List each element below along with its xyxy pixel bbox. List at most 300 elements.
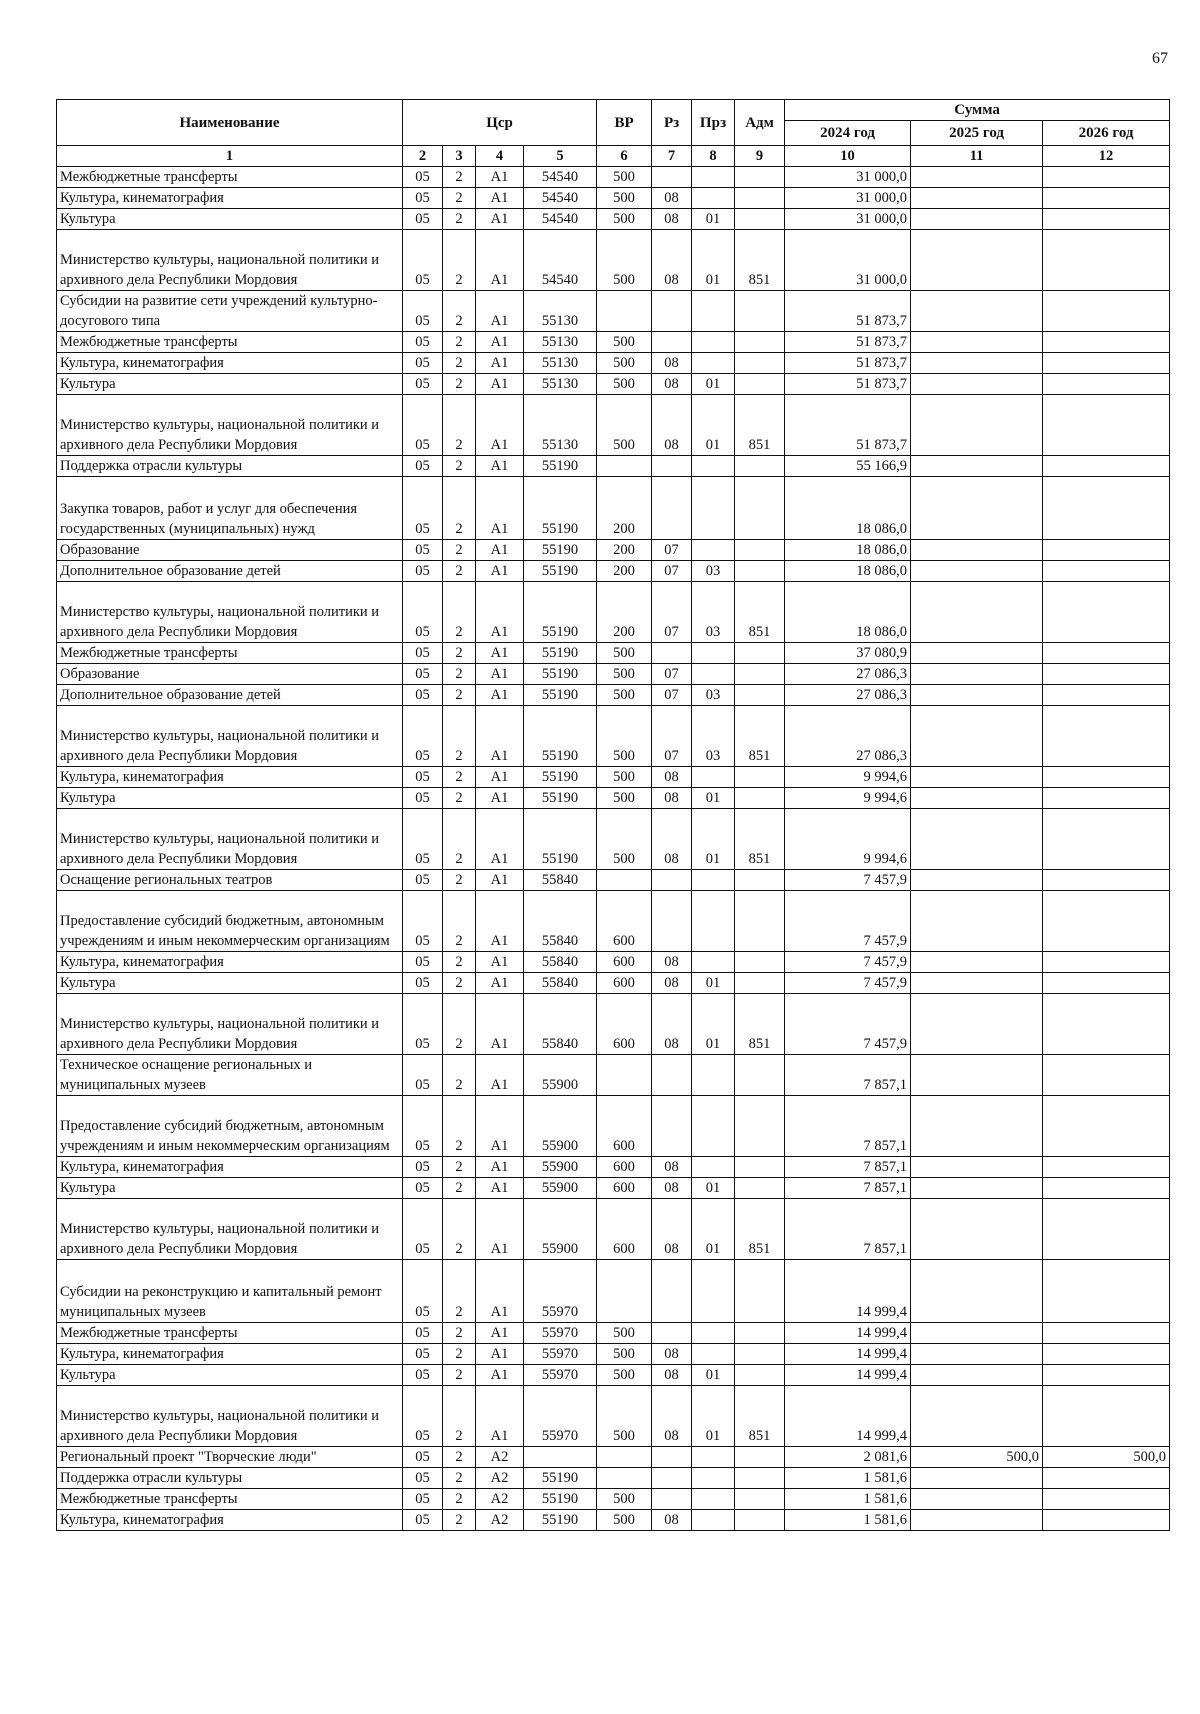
adm-code	[735, 1055, 785, 1096]
table-row	[57, 477, 1170, 540]
amount-2026	[1043, 1510, 1170, 1531]
csr-part-1: 05	[403, 643, 443, 664]
vr-code: 600	[597, 973, 652, 994]
csr-part-1: 05	[403, 1096, 443, 1157]
vr-code: 200	[597, 477, 652, 540]
csr-part-4: 55190	[524, 582, 597, 643]
amount-2026	[1043, 1386, 1170, 1447]
amount-2024: 14 999,4	[785, 1344, 911, 1365]
amount-2025	[911, 561, 1043, 582]
csr-part-1: 05	[403, 1178, 443, 1199]
vr-code: 500	[597, 809, 652, 870]
amount-2025	[911, 706, 1043, 767]
amount-2025	[911, 188, 1043, 209]
csr-part-4: 55190	[524, 685, 597, 706]
csr-part-4: 55190	[524, 1468, 597, 1489]
amount-2025	[911, 456, 1043, 477]
amount-2026	[1043, 809, 1170, 870]
adm-code: 851	[735, 1199, 785, 1260]
table-row	[57, 1344, 1170, 1365]
amount-2025	[911, 332, 1043, 353]
amount-2024: 27 086,3	[785, 706, 911, 767]
csr-part-3: А1	[476, 374, 524, 395]
amount-2024: 18 086,0	[785, 477, 911, 540]
header-sum: Сумма	[785, 100, 1170, 121]
csr-part-4: 55840	[524, 870, 597, 891]
rz-code	[652, 456, 692, 477]
amount-2025	[911, 1096, 1043, 1157]
table-body	[57, 167, 1170, 1531]
amount-2026	[1043, 685, 1170, 706]
rz-code	[652, 1468, 692, 1489]
csr-part-1: 05	[403, 870, 443, 891]
header-2024: 2024 год	[785, 121, 911, 146]
amount-2024: 14 999,4	[785, 1323, 911, 1344]
csr-part-2: 2	[443, 209, 476, 230]
csr-part-3: А1	[476, 167, 524, 188]
amount-2025	[911, 1468, 1043, 1489]
vr-code: 200	[597, 582, 652, 643]
csr-part-3: А1	[476, 788, 524, 809]
vr-code: 600	[597, 952, 652, 973]
adm-code	[735, 188, 785, 209]
csr-part-2: 2	[443, 685, 476, 706]
csr-part-4: 54540	[524, 167, 597, 188]
csr-part-1: 05	[403, 332, 443, 353]
csr-part-4: 55900	[524, 1178, 597, 1199]
csr-part-2: 2	[443, 788, 476, 809]
prz-code: 01	[692, 1386, 735, 1447]
row-name: Субсидии на развитие сети учреждений культурно-досугового типа	[57, 291, 403, 332]
vr-code	[597, 291, 652, 332]
csr-part-2: 2	[443, 1386, 476, 1447]
row-name: Министерство культуры, национальной политики и архивного дела Республики Мордовия	[57, 994, 403, 1055]
amount-2025	[911, 870, 1043, 891]
table-row	[57, 209, 1170, 230]
csr-part-3: А1	[476, 540, 524, 561]
amount-2024: 51 873,7	[785, 353, 911, 374]
rz-code	[652, 167, 692, 188]
csr-part-1: 05	[403, 477, 443, 540]
adm-code	[735, 167, 785, 188]
row-name: Закупка товаров, работ и услуг для обеспечения государственных (муниципальных) нужд	[57, 477, 403, 540]
csr-part-1: 05	[403, 561, 443, 582]
csr-part-3: А1	[476, 685, 524, 706]
vr-code: 500	[597, 1365, 652, 1386]
column-number: 3	[443, 146, 476, 167]
row-name: Межбюджетные трансферты	[57, 643, 403, 664]
rz-code: 07	[652, 664, 692, 685]
prz-code	[692, 1323, 735, 1344]
amount-2025	[911, 1178, 1043, 1199]
column-number: 7	[652, 146, 692, 167]
csr-part-2: 2	[443, 332, 476, 353]
row-name: Дополнительное образование детей	[57, 561, 403, 582]
csr-part-2: 2	[443, 1447, 476, 1468]
amount-2024: 31 000,0	[785, 230, 911, 291]
amount-2025	[911, 395, 1043, 456]
csr-part-3: А1	[476, 1260, 524, 1323]
csr-part-3: А1	[476, 477, 524, 540]
csr-part-2: 2	[443, 706, 476, 767]
rz-code: 08	[652, 994, 692, 1055]
rz-code	[652, 1096, 692, 1157]
rz-code	[652, 1323, 692, 1344]
column-number: 6	[597, 146, 652, 167]
csr-part-1: 05	[403, 994, 443, 1055]
rz-code: 08	[652, 767, 692, 788]
csr-part-4: 55190	[524, 477, 597, 540]
csr-part-1: 05	[403, 456, 443, 477]
csr-part-2: 2	[443, 374, 476, 395]
amount-2025	[911, 1489, 1043, 1510]
vr-code: 500	[597, 353, 652, 374]
csr-part-3: А1	[476, 353, 524, 374]
row-name: Межбюджетные трансферты	[57, 1489, 403, 1510]
csr-part-2: 2	[443, 1178, 476, 1199]
vr-code	[597, 870, 652, 891]
amount-2026	[1043, 477, 1170, 540]
adm-code: 851	[735, 1386, 785, 1447]
adm-code	[735, 332, 785, 353]
csr-part-1: 05	[403, 167, 443, 188]
rz-code: 08	[652, 209, 692, 230]
table-row	[57, 582, 1170, 643]
csr-part-3: А1	[476, 706, 524, 767]
csr-part-2: 2	[443, 477, 476, 540]
adm-code	[735, 1447, 785, 1468]
prz-code: 01	[692, 374, 735, 395]
rz-code	[652, 891, 692, 952]
prz-code: 01	[692, 230, 735, 291]
column-numbers-row	[57, 146, 1170, 167]
row-name: Техническое оснащение региональных и муниципальных музеев	[57, 1055, 403, 1096]
amount-2025	[911, 1344, 1043, 1365]
csr-part-1: 05	[403, 788, 443, 809]
prz-code	[692, 664, 735, 685]
csr-part-3: А1	[476, 188, 524, 209]
vr-code: 500	[597, 167, 652, 188]
row-name: Министерство культуры, национальной политики и архивного дела Республики Мордовия	[57, 230, 403, 291]
csr-part-1: 05	[403, 1055, 443, 1096]
vr-code: 200	[597, 561, 652, 582]
vr-code: 500	[597, 706, 652, 767]
table-row	[57, 1510, 1170, 1531]
csr-part-1: 05	[403, 291, 443, 332]
amount-2026	[1043, 561, 1170, 582]
rz-code: 07	[652, 685, 692, 706]
rz-code: 08	[652, 1365, 692, 1386]
column-number: 2	[403, 146, 443, 167]
prz-code	[692, 1447, 735, 1468]
table-row	[57, 1199, 1170, 1260]
prz-code	[692, 332, 735, 353]
csr-part-2: 2	[443, 1489, 476, 1510]
adm-code	[735, 1489, 785, 1510]
csr-part-3: А1	[476, 332, 524, 353]
csr-part-1: 05	[403, 1386, 443, 1447]
adm-code	[735, 456, 785, 477]
adm-code	[735, 540, 785, 561]
amount-2024: 7 457,9	[785, 952, 911, 973]
adm-code: 851	[735, 809, 785, 870]
csr-part-4: 55900	[524, 1157, 597, 1178]
row-name: Культура	[57, 973, 403, 994]
adm-code: 851	[735, 582, 785, 643]
csr-part-4: 55900	[524, 1055, 597, 1096]
csr-part-1: 05	[403, 1468, 443, 1489]
table-row	[57, 540, 1170, 561]
amount-2025	[911, 1365, 1043, 1386]
csr-part-2: 2	[443, 664, 476, 685]
csr-part-2: 2	[443, 395, 476, 456]
amount-2025	[911, 643, 1043, 664]
row-name: Образование	[57, 540, 403, 561]
amount-2026	[1043, 1365, 1170, 1386]
prz-code	[692, 167, 735, 188]
table-row	[57, 1260, 1170, 1323]
adm-code	[735, 788, 785, 809]
amount-2026	[1043, 1096, 1170, 1157]
csr-part-2: 2	[443, 291, 476, 332]
table-row	[57, 1055, 1170, 1096]
csr-part-2: 2	[443, 1260, 476, 1323]
amount-2024: 9 994,6	[785, 809, 911, 870]
prz-code	[692, 1468, 735, 1489]
adm-code	[735, 870, 785, 891]
csr-part-3: А2	[476, 1510, 524, 1531]
prz-code	[692, 952, 735, 973]
adm-code	[735, 664, 785, 685]
adm-code	[735, 767, 785, 788]
csr-part-1: 05	[403, 809, 443, 870]
amount-2026	[1043, 706, 1170, 767]
rz-code	[652, 477, 692, 540]
csr-part-1: 05	[403, 664, 443, 685]
vr-code: 600	[597, 1157, 652, 1178]
adm-code	[735, 1510, 785, 1531]
vr-code: 500	[597, 395, 652, 456]
column-number: 10	[785, 146, 911, 167]
csr-part-3: А1	[476, 952, 524, 973]
table-row	[57, 561, 1170, 582]
prz-code: 01	[692, 1178, 735, 1199]
csr-part-3: А1	[476, 561, 524, 582]
csr-part-3: А2	[476, 1468, 524, 1489]
adm-code	[735, 685, 785, 706]
table-row	[57, 1323, 1170, 1344]
amount-2026	[1043, 188, 1170, 209]
csr-part-4: 55190	[524, 1489, 597, 1510]
adm-code	[735, 353, 785, 374]
amount-2026	[1043, 230, 1170, 291]
csr-part-4: 55840	[524, 891, 597, 952]
vr-code	[597, 1468, 652, 1489]
row-name: Министерство культуры, национальной политики и архивного дела Республики Мордовия	[57, 1199, 403, 1260]
header-prz: Прз	[692, 100, 735, 146]
amount-2024: 7 457,9	[785, 870, 911, 891]
column-number: 11	[911, 146, 1043, 167]
amount-2026	[1043, 1055, 1170, 1096]
prz-code	[692, 477, 735, 540]
vr-code: 500	[597, 643, 652, 664]
prz-code	[692, 1344, 735, 1365]
csr-part-2: 2	[443, 1055, 476, 1096]
csr-part-4: 54540	[524, 230, 597, 291]
row-name: Поддержка отрасли культуры	[57, 456, 403, 477]
table-row	[57, 994, 1170, 1055]
vr-code: 500	[597, 664, 652, 685]
csr-part-2: 2	[443, 870, 476, 891]
prz-code	[692, 188, 735, 209]
amount-2025	[911, 1260, 1043, 1323]
adm-code: 851	[735, 395, 785, 456]
table-row	[57, 706, 1170, 767]
adm-code	[735, 1260, 785, 1323]
header-adm: Адм	[735, 100, 785, 146]
vr-code: 500	[597, 1344, 652, 1365]
rz-code: 08	[652, 1510, 692, 1531]
csr-part-4: 55190	[524, 809, 597, 870]
table-row	[57, 767, 1170, 788]
prz-code: 01	[692, 209, 735, 230]
header-name: Наименование	[57, 100, 403, 146]
amount-2024: 14 999,4	[785, 1365, 911, 1386]
amount-2025	[911, 685, 1043, 706]
csr-part-2: 2	[443, 561, 476, 582]
csr-part-1: 05	[403, 209, 443, 230]
csr-part-2: 2	[443, 353, 476, 374]
adm-code	[735, 1468, 785, 1489]
amount-2026	[1043, 1489, 1170, 1510]
csr-part-3: А1	[476, 291, 524, 332]
table-row	[57, 291, 1170, 332]
header-2026: 2026 год	[1043, 121, 1170, 146]
vr-code: 500	[597, 209, 652, 230]
amount-2024: 51 873,7	[785, 374, 911, 395]
rz-code	[652, 291, 692, 332]
csr-part-4: 55970	[524, 1260, 597, 1323]
row-name: Дополнительное образование детей	[57, 685, 403, 706]
prz-code: 01	[692, 994, 735, 1055]
csr-part-2: 2	[443, 1096, 476, 1157]
amount-2024: 18 086,0	[785, 561, 911, 582]
amount-2026	[1043, 374, 1170, 395]
prz-code: 03	[692, 561, 735, 582]
csr-part-3: А1	[476, 891, 524, 952]
table-row	[57, 870, 1170, 891]
adm-code	[735, 952, 785, 973]
csr-part-4: 55190	[524, 788, 597, 809]
amount-2025	[911, 582, 1043, 643]
amount-2026	[1043, 891, 1170, 952]
prz-code	[692, 353, 735, 374]
table-row	[57, 664, 1170, 685]
budget-table	[56, 99, 1170, 1531]
csr-part-4: 55840	[524, 952, 597, 973]
amount-2025	[911, 809, 1043, 870]
table-row	[57, 1468, 1170, 1489]
amount-2025	[911, 374, 1043, 395]
csr-part-1: 05	[403, 973, 443, 994]
prz-code	[692, 1157, 735, 1178]
amount-2026	[1043, 1199, 1170, 1260]
amount-2026	[1043, 1344, 1170, 1365]
amount-2026	[1043, 1157, 1170, 1178]
row-name: Межбюджетные трансферты	[57, 332, 403, 353]
adm-code	[735, 1096, 785, 1157]
table-row	[57, 1365, 1170, 1386]
csr-part-2: 2	[443, 973, 476, 994]
csr-part-3: А1	[476, 1178, 524, 1199]
amount-2026	[1043, 870, 1170, 891]
vr-code	[597, 1260, 652, 1323]
amount-2026	[1043, 353, 1170, 374]
prz-code: 03	[692, 706, 735, 767]
rz-code: 08	[652, 1199, 692, 1260]
prz-code: 01	[692, 973, 735, 994]
prz-code	[692, 291, 735, 332]
prz-code	[692, 1260, 735, 1323]
rz-code	[652, 1055, 692, 1096]
csr-part-1: 05	[403, 1489, 443, 1510]
header-rz: Рз	[652, 100, 692, 146]
csr-part-4: 55840	[524, 994, 597, 1055]
row-name: Культура	[57, 1178, 403, 1199]
csr-part-1: 05	[403, 395, 443, 456]
csr-part-3: А1	[476, 1365, 524, 1386]
row-name: Культура	[57, 209, 403, 230]
amount-2024: 7 857,1	[785, 1199, 911, 1260]
rz-code: 07	[652, 540, 692, 561]
rz-code	[652, 1489, 692, 1510]
rz-code: 08	[652, 1157, 692, 1178]
adm-code	[735, 1344, 785, 1365]
adm-code	[735, 1178, 785, 1199]
vr-code: 600	[597, 891, 652, 952]
adm-code: 851	[735, 230, 785, 291]
column-number: 1	[57, 146, 403, 167]
prz-code	[692, 456, 735, 477]
vr-code	[597, 456, 652, 477]
amount-2025	[911, 1386, 1043, 1447]
csr-part-1: 05	[403, 1510, 443, 1531]
csr-part-4: 55970	[524, 1365, 597, 1386]
adm-code	[735, 1323, 785, 1344]
csr-part-3: А1	[476, 870, 524, 891]
rz-code: 08	[652, 1344, 692, 1365]
column-number: 8	[692, 146, 735, 167]
csr-part-4: 54540	[524, 209, 597, 230]
vr-code: 500	[597, 1386, 652, 1447]
amount-2024: 7 457,9	[785, 973, 911, 994]
amount-2024: 31 000,0	[785, 167, 911, 188]
row-name: Культура, кинематография	[57, 767, 403, 788]
csr-part-1: 05	[403, 353, 443, 374]
csr-part-3: А1	[476, 994, 524, 1055]
csr-part-2: 2	[443, 891, 476, 952]
csr-part-1: 05	[403, 706, 443, 767]
amount-2025	[911, 353, 1043, 374]
amount-2026	[1043, 456, 1170, 477]
amount-2024: 1 581,6	[785, 1489, 911, 1510]
header-2025: 2025 год	[911, 121, 1043, 146]
csr-part-4: 55190	[524, 561, 597, 582]
table-row	[57, 332, 1170, 353]
row-name: Межбюджетные трансферты	[57, 167, 403, 188]
vr-code: 600	[597, 994, 652, 1055]
csr-part-1: 05	[403, 230, 443, 291]
